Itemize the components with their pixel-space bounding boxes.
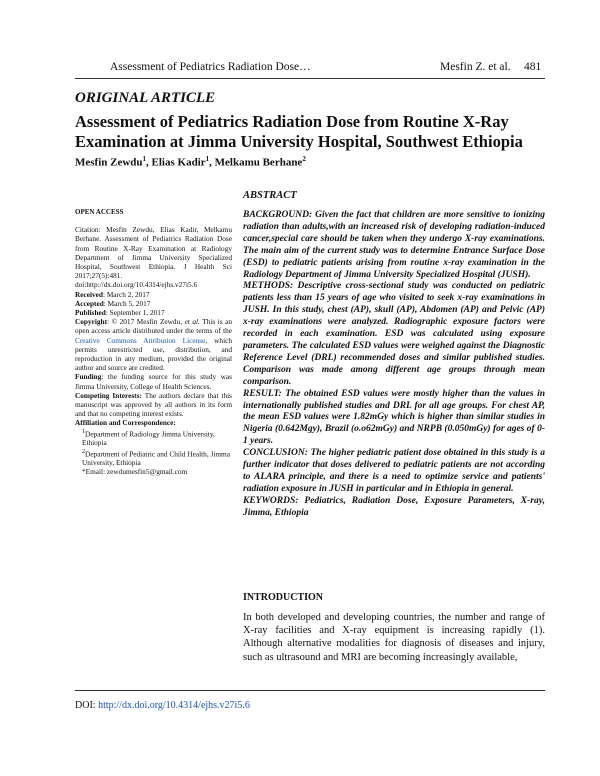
license-link[interactable]: Creative Commons Attribution License <box>75 335 206 345</box>
introduction-paragraph: In both developed and developing countries, the number and range of X-ray facilities and X-ray equipment is increasing rapidly (1). Although alternative modalities for diagnosis of diseases and injury, such as ultrasound and MRI are becoming increasingly available, <box>243 612 545 663</box>
author-affiliation-mark: 1 <box>205 155 210 163</box>
competing-interests: Competing Interests: The authors declare that this manuscript was approved by all authors in its form and that no competing interest exists. <box>75 390 232 419</box>
correspondence-email: *Email: zewdumesfin5@gmail.com <box>82 467 188 477</box>
paper-title: Assessment of Pediatrics Radiation Dose from Routine X-Ray Examination at Jimma University Hospital, Southwest Ethiopia <box>75 112 523 151</box>
open-access-label: OPEN ACCESS <box>75 208 124 216</box>
doi-link[interactable]: http://dx.doi.org/10.4314/ejhs.v27i5.6 <box>98 700 250 711</box>
author-affiliation-mark: 2 <box>302 155 306 163</box>
published-date: Published: September 1, 2017 <box>75 308 165 318</box>
abstract-heading: ABSTRACT <box>243 190 297 201</box>
article-type: ORIGINAL ARTICLE <box>75 90 216 106</box>
doi-label: DOI: <box>75 700 96 711</box>
affiliation-1: $^1$Department of Radiology Jimma University, Ethiopia <box>82 428 215 448</box>
copyright-notice: Copyright: © 2017 Mesfin Zewdu, et al. This is an open access article distributed under the terms of the Creative Commons Attribution License, which permits unrestricted use, distribution, and reproduction in any medium, provided the original author and source are credited. <box>75 317 233 373</box>
affiliation-heading: Affiliation and Correspondence: <box>75 418 176 428</box>
author-name: Elias Kadir <box>151 156 206 169</box>
author-name: Melkamu Berhane <box>214 156 303 169</box>
abstract-background: BACKGROUND: Given the fact that children are more sensitive to ionizing radiation than adults,with an increased risk of developing radiation-induced cancer,special care should be taken when they undergo X-ray examinations. The main aim of the current study was to determine Entrance Surface Dose (ESD) to pediatric patients arising from routine x-ray examination in the Radiology Department of Jimma University Specialized Hospital (JUSH). <box>243 210 545 280</box>
doi-footer <box>75 700 250 711</box>
abstract-keywords: KEYWORDS: Pediatrics, Radiation Dose, Exposure Parameters, X-ray, Jimma, Ethiopia <box>243 495 545 518</box>
affiliation-2: $^2$Department of Pediatric and Child Health, Jimma University, Ethiopia <box>82 448 230 468</box>
header-divider <box>75 78 545 79</box>
abstract-conclusion: CONCLUSION: The higher pediatric patient dose obtained in this study is a further indicator that doses delivered to pediatric patients are not according to ALARA principle, and there is a need to optimize service and patients' radiation exposure in JUSH in particular and in Ethiopia in general. <box>243 448 545 494</box>
running-author: Mesfin Z. et al. <box>440 61 511 73</box>
abstract-result: RESULT: The obtained ESD values were mostly higher than the values in internationally published studies and DRL for all age groups. For chest AP, the mean ESD values were 1.82mGy which is higher than similar studies in Nigeria (0.642Mgy), Brazil (o.o62mGy) and NRPB (0.050mGy) for ages of 0-1 years. <box>243 388 545 447</box>
article-info-sidebar <box>75 208 232 477</box>
funding: Funding: the funding source for this study was Jimma University, College of Health Sciences. <box>75 372 232 391</box>
introduction-body <box>243 611 545 664</box>
running-title: Assessment of Pediatrics Radiation Dose… <box>110 61 311 73</box>
abstract-methods: METHODS: Descriptive cross-sectional study was conducted on pediatric patients less than 15 years of age who visited to seek x-ray examinations in JUSH. In this study, chest (AP), skull (AP), Abdomen (AP) and Pelvic (AP) x-ray examinations were analyzed. Radiographic exposure factors were recorded in each examination. ESD was calculated using exposure parameters. The calculated ESD values were weighed against the Diagnostic Reference Level (DRL) recommended doses and similar published studies. Comparison was made among different age groups through mean comparison. <box>243 281 545 387</box>
page-number: 481 <box>524 61 542 73</box>
received-date: Received: March 2, 2017 <box>75 289 150 299</box>
author-affiliation-mark: 1 <box>142 155 147 163</box>
abstract-body <box>243 210 545 520</box>
author-name: Mesfin Zewdu <box>75 156 143 169</box>
author-list: Mesfin Zewdu$^1$, Elias Kadir$^1$, Melkamu Berhane$^2$ <box>75 155 306 169</box>
citation: Citation: Mesfin Zewdu, Elias Kadir, Melkamu Berhane. Assessment of Pediatrics Radiation Dose from Routine X-Ray Examination at Radiology Department of Jimma University Specialized Hospital, Southwest Ethiopia. J Health Sci 2017;27(5):481. doi:http://dx.doi.org/10.4314/ejhs.v27i5.6 <box>75 225 232 290</box>
introduction-heading: INTRODUCTION <box>243 592 324 603</box>
footer-divider <box>75 690 545 691</box>
accepted-date: Accepted: March 5, 2017 <box>75 298 151 308</box>
